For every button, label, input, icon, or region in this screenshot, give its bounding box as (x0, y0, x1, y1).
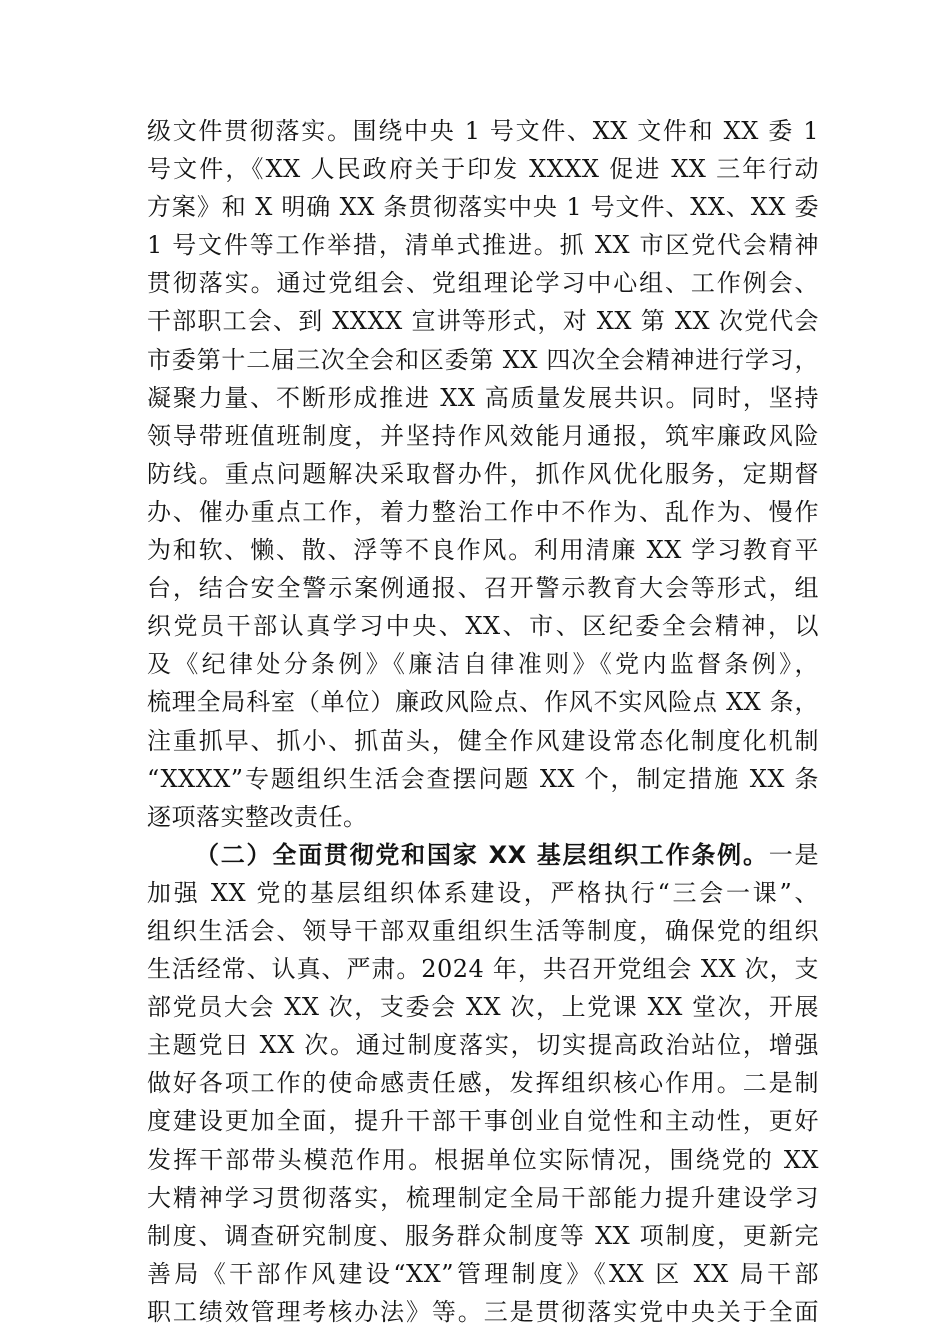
paragraph-line: 职工绩效管理考核办法》等。三是贯彻落实党中央关于全面 (147, 1297, 819, 1326)
paragraph-line: 及《纪律处分条例》《廉洁自律准则》《党内监督条例》， (147, 650, 819, 679)
paragraph-line: 织党员干部认真学习中央、XX、市、区纪委全会精神，以 (147, 612, 819, 641)
paragraph-line: 做好各项工作的使命感责任感，发挥组织核心作用。二是制 (147, 1069, 819, 1098)
paragraph-line: 干部职工会、到 XXXX 宣讲等形式，对 XX 第 XX 次党代会 (147, 307, 819, 336)
paragraph-line: 凝聚力量、不断形成推进 XX 高质量发展共识。同时，坚持 (147, 383, 819, 412)
paragraph-line: 级文件贯彻落实。围绕中央 1 号文件、XX 文件和 XX 委 1 (147, 117, 819, 145)
paragraph-line: 加强 XX 党的基层组织体系建设，严格执行“三会一课”、 (147, 878, 819, 907)
paragraph-line: 贯彻落实。通过党组会、党组理论学习中心组、工作例会、 (147, 269, 819, 298)
paragraph-line: 办、催办重点工作，着力整治工作中不作为、乱作为、慢作 (147, 497, 819, 526)
paragraph-line: 大精神学习贯彻落实，梳理制定全局干部能力提升建设学习 (147, 1183, 819, 1212)
paragraph-line: 度建设更加全面，提升干部干事创业自觉性和主动性，更好 (147, 1107, 819, 1136)
section-heading-line (147, 836, 819, 874)
paragraph-line: 领导带班值班制度，并坚持作风效能月通报，筑牢廉政风险 (147, 421, 819, 450)
paragraph-line: “XXXX”专题组织生活会查摆问题 XX 个，制定措施 XX 条 (147, 764, 819, 793)
body-text (147, 112, 819, 1331)
paragraph-line: 制度、调查研究制度、服务群众制度等 XX 项制度，更新完 (147, 1221, 819, 1250)
paragraph-line: 逐项落实整改责任。 (147, 802, 368, 831)
paragraph-line: 防线。重点问题解决采取督办件，抓作风优化服务，定期督 (147, 459, 819, 488)
paragraph-line: 市委第十二届三次全会和区委第 XX 四次全会精神进行学习， (147, 345, 819, 374)
paragraph-line: 方案》和 X 明确 XX 条贯彻落实中央 1 号文件、XX、XX 委 (147, 193, 819, 222)
paragraph-line: 为和软、懒、散、浮等不良作风。利用清廉 XX 学习教育平 (147, 536, 819, 565)
paragraph-line: 部党员大会 XX 次，支委会 XX 次，上党课 XX 堂次，开展 (147, 993, 819, 1022)
paragraph-line: 善局《干部作风建设“XX”管理制度》《XX 区 XX 局干部 (147, 1259, 819, 1288)
paragraph-line: 台，结合安全警示案例通报、召开警示教育大会等形式，组 (147, 574, 819, 603)
paragraph-line: 号文件，《XX 人民政府关于印发 XXXX 促进 XX 三年行动 (147, 155, 819, 184)
heading-line-rest: 一是 (768, 840, 820, 869)
paragraph-line: 生活经常、认真、严肃。2024 年，共召开党组会 XX 次，支 (147, 955, 819, 984)
paragraph-line: 主题党日 XX 次。通过制度落实，切实提高政治站位，增强 (147, 1031, 819, 1060)
paragraph-line: 注重抓早、抓小、抓苗头，健全作风建设常态化制度化机制 (147, 726, 819, 755)
paragraph-line: 组织生活会、领导干部双重组织生活等制度，确保党的组织 (147, 916, 819, 945)
paragraph-line: 梳理全局科室（单位）廉政风险点、作风不实风险点 XX 条， (147, 688, 819, 717)
paragraph-line: 1 号文件等工作举措，清单式推进。抓 XX 市区党代会精神 (147, 231, 819, 260)
section-heading: （二）全面贯彻党和国家 XX 基层组织工作条例。 (195, 840, 769, 869)
paragraph-line: 发挥干部带头模范作用。根据单位实际情况，围绕党的 XX (147, 1145, 819, 1174)
